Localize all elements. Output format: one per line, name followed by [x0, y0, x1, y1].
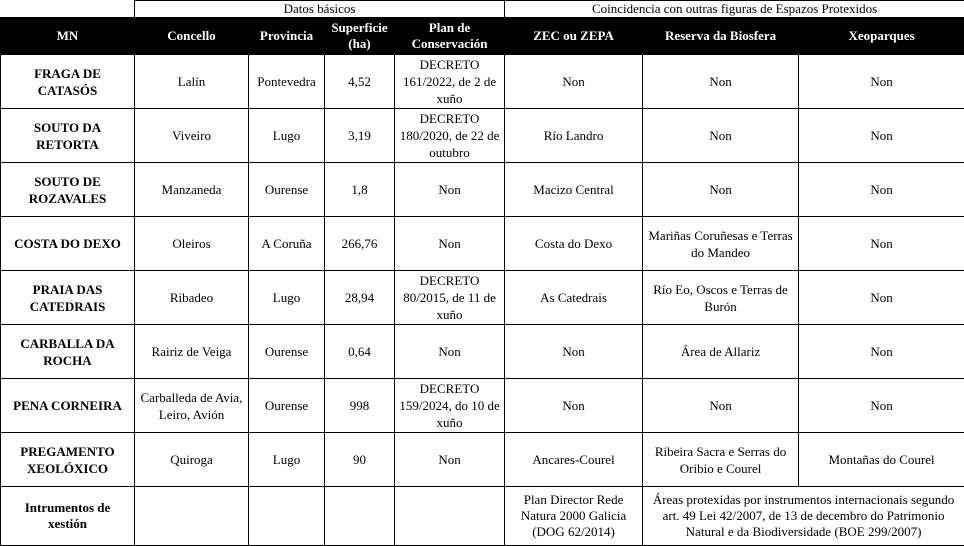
cell-concello: Manzaneda	[135, 163, 249, 217]
cell-plan: Non	[395, 433, 505, 487]
footer-blank-plan	[395, 487, 505, 546]
cell-mn: FRAGA DE CATASÓS	[1, 55, 135, 109]
cell-mn: PRAIA DAS CATEDRAIS	[1, 271, 135, 325]
cell-concello: Carballeda de Avia, Leiro, Avión	[135, 379, 249, 433]
table-row	[1, 109, 964, 163]
col-header-provincia: Provincia	[249, 18, 325, 55]
table-row	[1, 271, 964, 325]
cell-concello: Lalín	[135, 55, 249, 109]
cell-zec: Ancares-Courel	[505, 433, 643, 487]
cell-zec: Non	[505, 379, 643, 433]
cell-superficie: 4,52	[325, 55, 395, 109]
table-row	[1, 433, 964, 487]
cell-superficie: 266,76	[325, 217, 395, 271]
cell-concello: Oleiros	[135, 217, 249, 271]
cell-zec: Non	[505, 325, 643, 379]
cell-zec: Non	[505, 55, 643, 109]
group-header-coincidence: Coincidencia con outras figuras de Espazos Protexidos	[505, 1, 964, 18]
cell-plan: DECRETO 80/2015, de 11 de xuño	[395, 271, 505, 325]
cell-superficie: 998	[325, 379, 395, 433]
cell-plan: DECRETO 159/2024, do 10 de xuño	[395, 379, 505, 433]
col-header-mn: MN	[1, 18, 135, 55]
cell-provincia: Lugo	[249, 433, 325, 487]
footer-reserva-xeoparques: Áreas protexidas por instrumentos internacionais segundo art. 49 Lei 42/2007, de 13 de decembro do Patrimonio Natural e da Biodiversidade (BOE 299/2007)	[643, 487, 964, 546]
footer-zec: Plan Director Rede Natura 2000 Galicia (DOG 62/2014)	[505, 487, 643, 546]
footer-mn: Intrumentos de xestión	[1, 487, 135, 546]
col-header-xeoparques: Xeoparques	[799, 18, 964, 55]
cell-reserva: Ribeira Sacra e Serras do Oribio e Courel	[643, 433, 799, 487]
cell-superficie: 0,64	[325, 325, 395, 379]
column-header-row	[1, 18, 964, 55]
footer-blank-concello	[135, 487, 249, 546]
table-row	[1, 163, 964, 217]
col-header-superficie: Superficie (ha)	[325, 18, 395, 55]
cell-zec: As Catedrais	[505, 271, 643, 325]
table-row	[1, 217, 964, 271]
cell-provincia: Ourense	[249, 163, 325, 217]
cell-reserva: Non	[643, 163, 799, 217]
footer-blank-superficie	[325, 487, 395, 546]
cell-reserva: Non	[643, 379, 799, 433]
footer-blank-provincia	[249, 487, 325, 546]
cell-mn: CARBALLA DA ROCHA	[1, 325, 135, 379]
cell-zec: Río Landro	[505, 109, 643, 163]
cell-provincia: Lugo	[249, 271, 325, 325]
cell-xeoparques: Montañas do Courel	[799, 433, 964, 487]
cell-xeoparques: Non	[799, 325, 964, 379]
col-header-zec: ZEC ou ZEPA	[505, 18, 643, 55]
cell-mn: SOUTO DA RETORTA	[1, 109, 135, 163]
cell-mn: PREGAMENTO XEOLÓXICO	[1, 433, 135, 487]
col-header-plan: Plan de Conservación	[395, 18, 505, 55]
col-header-reserva: Reserva da Biosfera	[643, 18, 799, 55]
footer-row	[1, 487, 964, 546]
cell-plan: Non	[395, 325, 505, 379]
cell-reserva: Mariñas Coruñesas e Terras do Mandeo	[643, 217, 799, 271]
cell-superficie: 1,8	[325, 163, 395, 217]
cell-zec: Costa do Dexo	[505, 217, 643, 271]
cell-concello: Quiroga	[135, 433, 249, 487]
cell-superficie: 90	[325, 433, 395, 487]
cell-zec: Macizo Central	[505, 163, 643, 217]
cell-xeoparques: Non	[799, 379, 964, 433]
table-row	[1, 379, 964, 433]
group-header-blank	[1, 1, 135, 18]
cell-concello: Ribadeo	[135, 271, 249, 325]
table-row	[1, 55, 964, 109]
group-header-basic: Datos básicos	[135, 1, 505, 18]
cell-superficie: 3,19	[325, 109, 395, 163]
col-header-concello: Concello	[135, 18, 249, 55]
cell-reserva: Non	[643, 109, 799, 163]
cell-xeoparques: Non	[799, 163, 964, 217]
cell-reserva: Río Eo, Oscos e Terras de Burón	[643, 271, 799, 325]
table-row	[1, 325, 964, 379]
cell-plan: DECRETO 180/2020, de 22 de outubro	[395, 109, 505, 163]
cell-provincia: Pontevedra	[249, 55, 325, 109]
cell-superficie: 28,94	[325, 271, 395, 325]
cell-concello: Viveiro	[135, 109, 249, 163]
cell-plan: DECRETO 161/2022, de 2 de xuño	[395, 55, 505, 109]
cell-mn: COSTA DO DEXO	[1, 217, 135, 271]
cell-reserva: Área de Allariz	[643, 325, 799, 379]
cell-mn: SOUTO DE ROZAVALES	[1, 163, 135, 217]
cell-mn: PENA CORNEIRA	[1, 379, 135, 433]
cell-xeoparques: Non	[799, 217, 964, 271]
cell-xeoparques: Non	[799, 55, 964, 109]
cell-provincia: Ourense	[249, 379, 325, 433]
cell-xeoparques: Non	[799, 109, 964, 163]
cell-concello: Rairiz de Veiga	[135, 325, 249, 379]
cell-provincia: A Coruña	[249, 217, 325, 271]
cell-reserva: Non	[643, 55, 799, 109]
cell-xeoparques: Non	[799, 271, 964, 325]
cell-plan: Non	[395, 217, 505, 271]
cell-provincia: Lugo	[249, 109, 325, 163]
cell-provincia: Ourense	[249, 325, 325, 379]
group-header-row	[1, 1, 964, 18]
cell-plan: Non	[395, 163, 505, 217]
